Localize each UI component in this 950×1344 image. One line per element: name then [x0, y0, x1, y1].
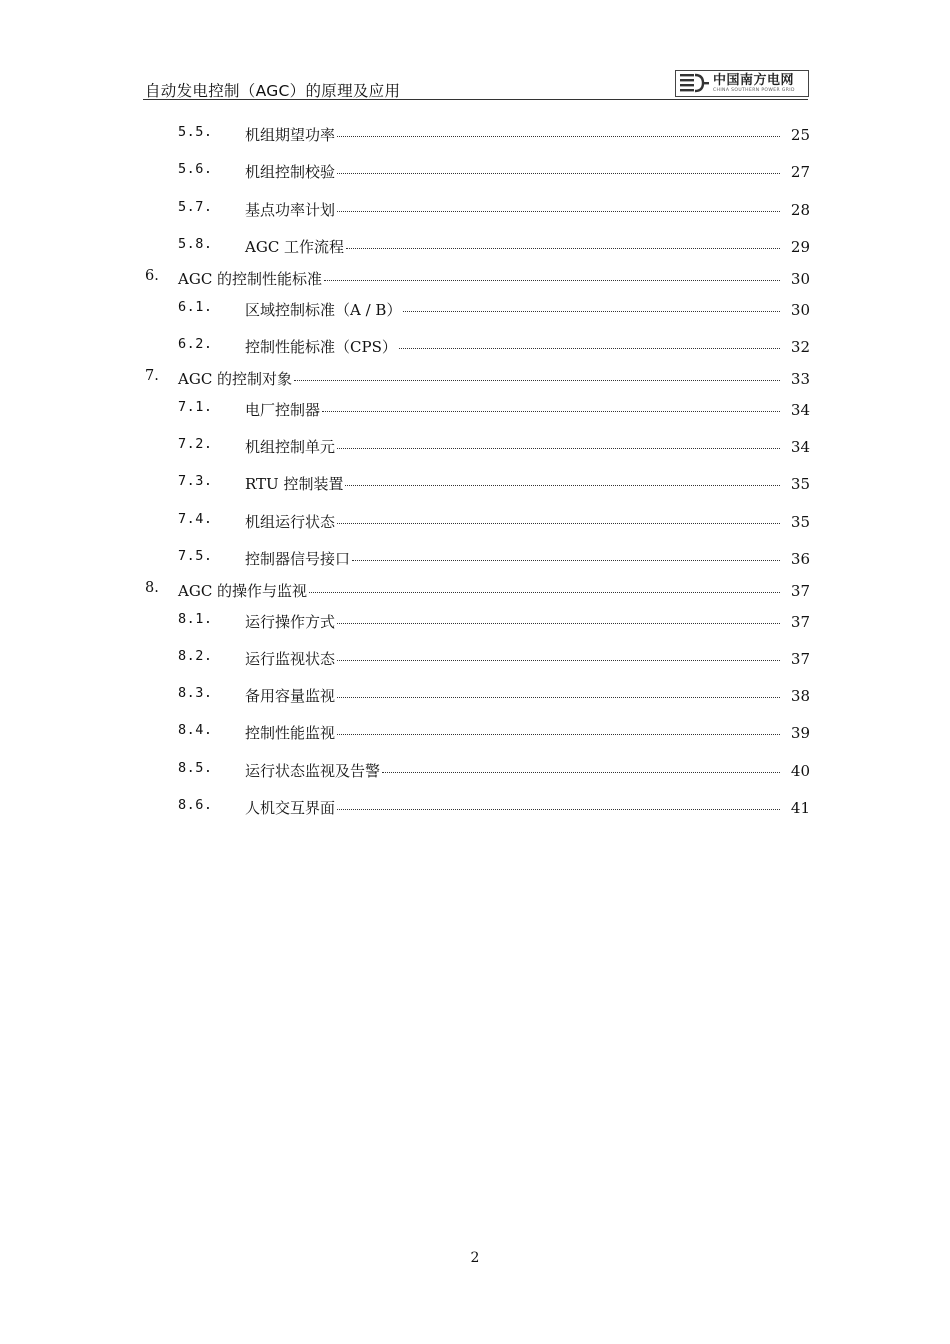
toc-entry-page: 35	[790, 513, 810, 531]
toc-dot-leader	[337, 448, 780, 449]
toc-entry-title: AGC 工作流程	[245, 238, 345, 256]
toc-entry-page: 32	[790, 338, 810, 356]
toc-entry[interactable]	[0, 236, 950, 258]
toc-dot-leader	[337, 211, 780, 212]
toc-entry[interactable]	[0, 436, 950, 458]
toc-entry-number: 6.2.	[178, 336, 213, 352]
toc-entry[interactable]	[0, 124, 950, 146]
toc-entry-number: 5.6.	[178, 161, 213, 177]
document-header-title: 自动发电控制（AGC）的原理及应用	[145, 82, 401, 100]
toc-dot-leader	[337, 809, 780, 810]
toc-entry-page: 29	[790, 238, 810, 256]
toc-entry[interactable]	[0, 648, 950, 670]
toc-entry-line	[245, 161, 810, 182]
toc-entry-line	[245, 299, 810, 320]
toc-entry-number: 8.6.	[178, 797, 213, 813]
toc-entry-number: 6.1.	[178, 299, 213, 315]
toc-entry-line	[178, 268, 810, 289]
toc-entry-title: 机组控制校验	[245, 163, 336, 181]
toc-entry-title: 运行状态监视及告警	[245, 762, 381, 780]
toc-entry-title: 区域控制标准（A / B）	[245, 301, 402, 319]
toc-entry-page: 33	[790, 370, 810, 388]
logo-text-cn: 中国南方电网	[713, 72, 795, 88]
toc-entry-line	[245, 611, 810, 632]
toc-entry[interactable]	[0, 548, 950, 570]
toc-entry-line	[245, 236, 810, 257]
toc-entry-page: 27	[790, 163, 810, 181]
toc-entry-page: 34	[790, 401, 810, 419]
toc-entry-page: 40	[790, 762, 810, 780]
toc-entry[interactable]	[0, 299, 950, 321]
toc-entry-title: 机组运行状态	[245, 513, 336, 531]
toc-entry-page: 37	[790, 650, 810, 668]
toc-entry-number: 8.	[145, 580, 159, 596]
toc-entry[interactable]	[0, 580, 950, 602]
toc-entry-line	[245, 399, 810, 420]
toc-dot-leader	[294, 380, 780, 381]
power-grid-logo-icon	[678, 71, 710, 96]
toc-entry-page: 38	[790, 687, 810, 705]
toc-dot-leader	[337, 660, 780, 661]
toc-entry-title: AGC 的操作与监视	[178, 582, 308, 600]
toc-entry-title: 控制性能标准（CPS）	[245, 338, 397, 356]
toc-entry[interactable]	[0, 399, 950, 421]
toc-entry-title: 机组控制单元	[245, 438, 336, 456]
toc-entry-page: 25	[790, 126, 810, 144]
logo-text-en: CHINA SOUTHERN POWER GRID	[713, 87, 795, 93]
toc-entry-title: 电厂控制器	[245, 401, 321, 419]
toc-entry-number: 7.3.	[178, 473, 213, 489]
toc-entry-line	[178, 580, 810, 601]
toc-entry[interactable]	[0, 473, 950, 495]
toc-entry-line	[245, 511, 810, 532]
toc-entry-number: 8.2.	[178, 648, 213, 664]
toc-entry[interactable]	[0, 760, 950, 782]
toc-entry-line	[245, 648, 810, 669]
toc-entry-line	[245, 548, 810, 569]
toc-entry-number: 7.	[145, 368, 159, 384]
toc-entry-number: 7.4.	[178, 511, 213, 527]
toc-entry-title: 基点功率计划	[245, 201, 336, 219]
header-divider	[143, 99, 808, 100]
toc-dot-leader	[337, 523, 780, 524]
toc-entry-page: 41	[790, 799, 810, 817]
toc-dot-leader	[399, 348, 780, 349]
toc-entry-page: 34	[790, 438, 810, 456]
toc-entry-line	[245, 336, 810, 357]
toc-entry-number: 8.3.	[178, 685, 213, 701]
toc-dot-leader	[337, 734, 780, 735]
toc-entry-line	[245, 473, 810, 494]
toc-entry-number: 7.1.	[178, 399, 213, 415]
toc-dot-leader	[337, 173, 780, 174]
toc-dot-leader	[337, 623, 780, 624]
toc-dot-leader	[337, 136, 780, 137]
toc-entry-line	[245, 124, 810, 145]
toc-dot-leader	[337, 697, 780, 698]
toc-entry-page: 30	[790, 301, 810, 319]
toc-entry-title: 机组期望功率	[245, 126, 336, 144]
toc-entry-title: 控制器信号接口	[245, 550, 351, 568]
toc-entry-title: 人机交互界面	[245, 799, 336, 817]
toc-entry-number: 8.4.	[178, 722, 213, 738]
toc-entry[interactable]	[0, 161, 950, 183]
toc-entry-number: 7.2.	[178, 436, 213, 452]
toc-entry[interactable]	[0, 199, 950, 221]
toc-entry-title: AGC 的控制性能标准	[178, 270, 323, 288]
toc-entry-line	[245, 760, 810, 781]
toc-dot-leader	[345, 485, 780, 486]
toc-entry-title: RTU 控制装置	[245, 475, 344, 493]
toc-entry-title: 运行监视状态	[245, 650, 336, 668]
toc-entry[interactable]	[0, 722, 950, 744]
toc-entry-page: 36	[790, 550, 810, 568]
toc-entry-number: 5.5.	[178, 124, 213, 140]
toc-dot-leader	[352, 560, 780, 561]
toc-entry[interactable]	[0, 511, 950, 533]
toc-dot-leader	[309, 592, 780, 593]
company-logo	[675, 70, 809, 97]
toc-dot-leader	[382, 772, 780, 773]
toc-dot-leader	[403, 311, 780, 312]
toc-entry-number: 5.7.	[178, 199, 213, 215]
toc-dot-leader	[324, 280, 780, 281]
toc-dot-leader	[322, 411, 780, 412]
toc-entry-page: 37	[790, 613, 810, 631]
toc-entry-number: 6.	[145, 268, 159, 284]
toc-entry-title: AGC 的控制对象	[178, 370, 293, 388]
toc-entry-page: 35	[790, 475, 810, 493]
toc-entry-line	[178, 368, 810, 389]
toc-entry-number: 8.1.	[178, 611, 213, 627]
toc-entry-number: 7.5.	[178, 548, 213, 564]
toc-entry[interactable]	[0, 611, 950, 633]
toc-entry-line	[245, 722, 810, 743]
toc-entry-number: 5.8.	[178, 236, 213, 252]
toc-entry-page: 39	[790, 724, 810, 742]
toc-entry-page: 28	[790, 201, 810, 219]
toc-entry-line	[245, 436, 810, 457]
toc-entry-title: 控制性能监视	[245, 724, 336, 742]
toc-entry-line	[245, 685, 810, 706]
toc-entry-line	[245, 797, 810, 818]
toc-entry-line	[245, 199, 810, 220]
toc-entry[interactable]	[0, 368, 950, 390]
toc-entry[interactable]	[0, 268, 950, 290]
toc-entry[interactable]	[0, 336, 950, 358]
toc-entry-number: 8.5.	[178, 760, 213, 776]
toc-dot-leader	[346, 248, 780, 249]
page-number: 2	[470, 1250, 480, 1266]
toc-entry-title: 备用容量监视	[245, 687, 336, 705]
toc-entry-title: 运行操作方式	[245, 613, 336, 631]
toc-entry[interactable]	[0, 797, 950, 819]
toc-entry-page: 30	[790, 270, 810, 288]
toc-entry-page: 37	[790, 582, 810, 600]
toc-entry[interactable]	[0, 685, 950, 707]
